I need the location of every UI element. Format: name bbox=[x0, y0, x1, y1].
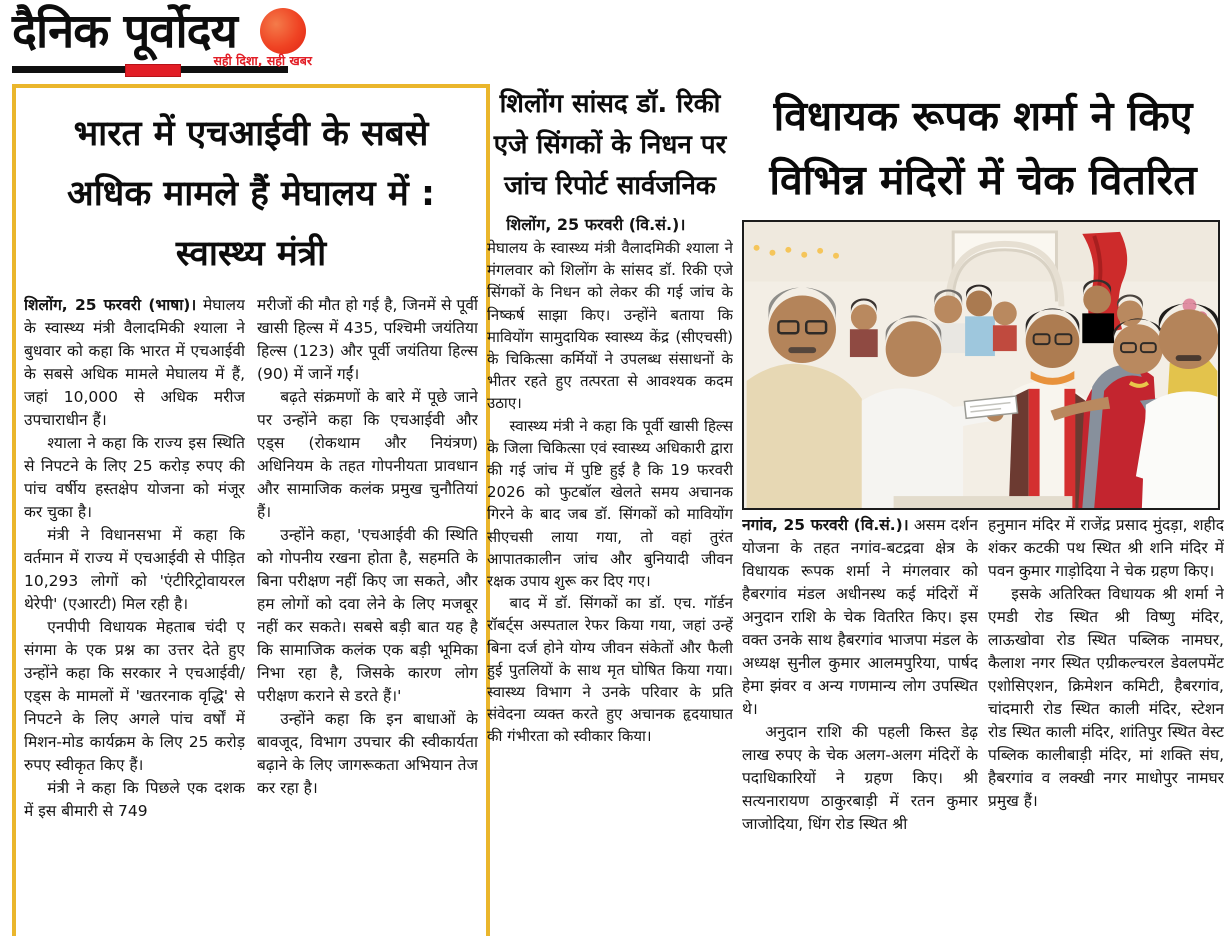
paragraph: मंत्री ने विधानसभा में कहा कि वर्तमान में राज्य में एचआईवी से पीड़ित 10,293 लोगों को 'एंटीरिट्रोवायरल थेरेपी' (एआरटी) मिल रही है। bbox=[24, 526, 245, 613]
article-headline: भारत में एचआईवी के सबसे अधिक मामले हैं मेघालय में : स्वास्थ्य मंत्री bbox=[66, 114, 435, 274]
article-column-2 bbox=[988, 514, 1224, 866]
news-photo bbox=[742, 220, 1220, 510]
paragraph: बाद में डॉ. सिंगकों का डॉ. एच. गॉर्डन रॉबर्ट्स अस्पताल रेफर किया गया, जहां उन्हें बिना दर्ज होने योग्य जीवन संकेतों और फैली हुई पुतलियों के साथ मृत घोषित किया गया। स्वास्थ्य विभाग ने उनके परिवार के प्रति संवेदना व्यक्त करते हुए अचानक हृदयाघात की गंभीरता को स्वीकार किया। bbox=[487, 594, 733, 746]
dateline: शिलोंग, 25 फरवरी (वि.सं.)। bbox=[506, 215, 686, 234]
dateline: शिलोंग, 25 फरवरी (भाषा)। bbox=[24, 296, 197, 314]
paragraph: अनुदान राशि की पहली किस्त डेढ़ लाख रुपए के चेक अलग-अलग मंदिरों के पदाधिकारियों ने ग्रहण किए। श्री सत्यनारायण ठाकुरबाड़ी में रतन कुमार जाजोदिया, धिंग रोड स्थित श्री bbox=[742, 723, 978, 833]
paragraph bbox=[742, 514, 978, 721]
article-headline: विधायक रूपक शर्मा ने किए विभिन्न मंदिरों में चेक वितरित bbox=[769, 92, 1197, 204]
paragraph-text: असम दर्शन योजना के तहत नगांव-बटद्रवा क्षेत्र के विधायक रूपक शर्मा ने मंगलवार को हैबरगांव मंडल अधीनस्थ कई मंदिरों में अनुदान राशि के चेक वितरित किए। इस वक्त उनके साथ हैबरगांव भाजपा मंडल के अध्यक्ष सुनील कुमार आलमपुरिया, पार्षद हेमा झंवर व अन्य गणमान्य लोग उपस्थित थे। bbox=[742, 516, 978, 718]
paragraph: श्याला ने कहा कि राज्य इस स्थिति से निपटने के लिए 25 करोड़ रुपए की पांच वर्षीय हस्तक्षेप योजना को मंजूर कर चुका है। bbox=[24, 434, 245, 521]
article-body bbox=[22, 294, 480, 922]
paragraph: एनपीपी विधायक मेहताब चंदी ए संगमा के एक प्रश्न का उत्तर देते हुए उन्होंने कहा कि सरकार ने एचआईवी/एड्स के मामलों में 'खतरनाक वृद्धि' से निपटने के लिए अगले पांच वर्षों में मिशन-मोड कार्यक्रम के लिए 25 करोड़ रुपए स्वीकृत किए हैं। bbox=[24, 618, 245, 774]
paragraph: इसके अतिरिक्त विधायक श्री शर्मा ने एमडी रोड स्थित श्री विष्णु मंदिर, लाऊखोवा रोड स्थित पब्लिक नामघर, कैलाश नगर स्थित एग्रीकल्चरल डेवलपमेंट एशोसिएशन, क्रिमेशन कमिटी, हैबरगांव, चांदमारी रोड स्थित काली मंदिर, स्टेशन रोड स्थित काली मंदिर, शांतिपुर स्थित वेस्ट पब्लिक कालीबाड़ी मंदिर, मां शक्ति संघ, हैबरगांव व लक्खी नगर माधोपुर नामघर प्रमुख हैं। bbox=[988, 585, 1224, 810]
paragraph: मेघालय के स्वास्थ्य मंत्री वैलादमिकी श्याला ने मंगलवार को शिलोंग के सांसद डॉ. रिकी एजे सिंगकों के निधन को लेकर की गई जांच के निष्कर्ष साझा किए। उन्होंने बताया कि मावियोंग सामुदायिक स्वास्थ्य केंद्र (सीएचसी) के चिकित्सा कर्मियों ने उपलब्ध संसाधनों के भीतर रहते हुए तत्परता से आवश्यक कदम उठाए। bbox=[487, 239, 733, 413]
paragraph: उन्होंने कहा, 'एचआईवी की स्थिति को गोपनीय रखना होता है, सहमति के बिना परीक्षण नहीं किए जा सकते, और हम लोगों को दवा लेने के लिए मजबूर नहीं कर सकते। सबसे बड़ी बात यह है कि सामाजिक कलंक एक बड़ी भूमिका निभा रहा है, जिसके कारण लोग परीक्षण कराने से डरते हैं।' bbox=[257, 526, 478, 705]
dateline: नगांव, 25 फरवरी (वि.सं.)। bbox=[742, 516, 909, 534]
article-column-1 bbox=[24, 294, 245, 922]
paragraph: स्वास्थ्य मंत्री ने कहा कि पूर्वी खासी हिल्स के जिला चिकित्सा एवं स्वास्थ्य अधिकारी द्वारा की गई जांच में पुष्टि हुई है कि 19 फरवरी 2026 को फुटबॉल खेलते समय अचानक गिरने के बाद जब डॉ. सिंगकों को मावियोंग सीएचसी लाया गया, तो वहां तुरंत आपातकालीन जांच और बुनियादी जीवन रक्षक उपाय शुरू कर दिए गए। bbox=[487, 416, 733, 591]
article-headline: शिलोंग सांसद डॉ. रिकी एजे सिंगकों के निधन पर जांच रिपोर्ट सार्वजनिक bbox=[493, 89, 727, 201]
article-body bbox=[742, 514, 1224, 866]
paragraph: उन्होंने कहा कि इन बाधाओं के बावजूद, विभाग उपचार की स्वीकार्यता बढ़ाने के लिए जागरूकता अभियान तेज कर रहा है। bbox=[257, 710, 478, 797]
paragraph: मंत्री ने कहा कि पिछले एक दशक में इस बीमारी से 749 bbox=[24, 779, 245, 820]
article-hiv-meghalaya bbox=[12, 84, 490, 936]
paragraph-text: मेघालय के स्वास्थ्य मंत्री वैलादमिकी श्याला ने बुधवार को कहा कि भारत में एचआईवी के सबसे अधिक मामले मेघालय में हैं, जहां 10,000 से अधिक मरीज उपचाराधीन हैं। bbox=[24, 296, 245, 429]
paragraph: हनुमान मंदिर में राजेंद्र प्रसाद मुंदड़ा, शहीद शंकर कटकी पथ स्थित श्री शनि मंदिर में पवन कुमार गाड़ोदिया ने चेक ग्रहण किए। bbox=[988, 516, 1224, 580]
paragraph: बढ़ते संक्रमणों के बारे में पूछे जाने पर उन्होंने कहा कि एचआईवी और एड्स (रोकथाम और नियंत्रण) अधिनियम के तहत गोपनीयता प्रावधान और सामाजिक कलंक प्रमुख चुनौतियां हैं। bbox=[257, 388, 478, 521]
article-column-2 bbox=[257, 294, 478, 922]
paragraph: मरीजों की मौत हो गई है, जिनमें से पूर्वी खासी हिल्स में 435, पश्चिमी जयंतिया हिल्स (123) और पूर्वी जयंतिया हिल्स (90) में जानें गईं। bbox=[257, 296, 478, 383]
article-mla-cheque-distribution bbox=[742, 84, 1224, 934]
paragraph bbox=[24, 294, 245, 432]
newspaper-title: दैनिक पूर्वोदय bbox=[12, 4, 237, 59]
temple-group-photo-illustration bbox=[744, 222, 1218, 508]
article-column-1 bbox=[742, 514, 978, 866]
article-mp-death-report bbox=[487, 84, 733, 934]
article-body bbox=[487, 237, 733, 748]
newspaper-tagline: सही दिशा, सही खबर bbox=[213, 53, 312, 68]
